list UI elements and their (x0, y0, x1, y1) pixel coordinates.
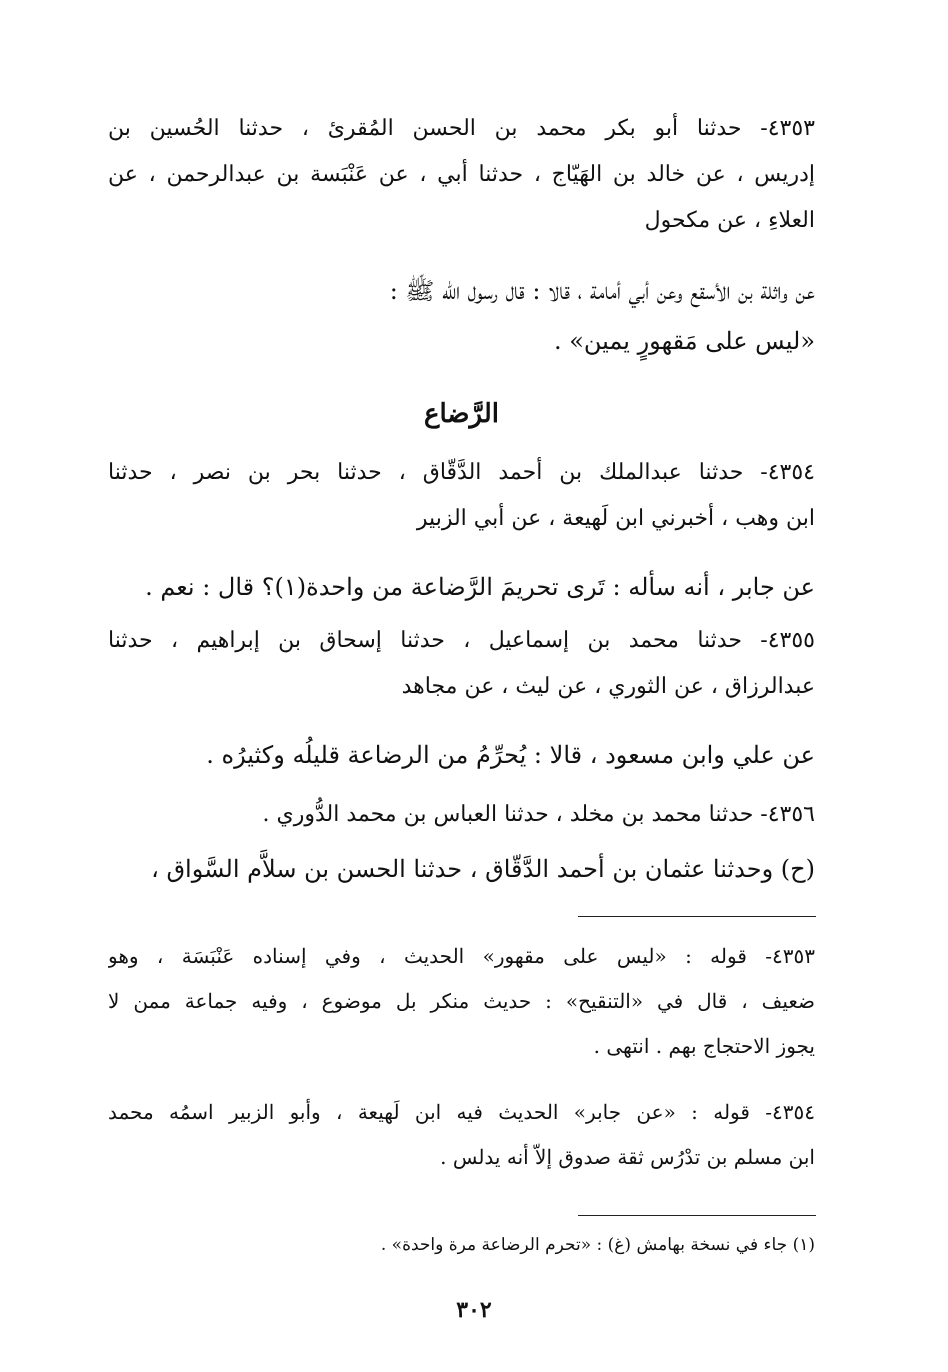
page-number: ٣٠٢ (456, 1297, 492, 1323)
text-line: عن واثلة بن الأسقع وعن أبي أمامة ، قالا : قال رسول الله ﷺ : (389, 277, 815, 305)
text-line: ٤٣٥٤- قوله : «عن جابر» الحديث فيه ابن لَهيعة ، وأبو الزبير اسمُه محمد (108, 1100, 815, 1124)
text-line: ٤٣٥٣- حدثنا أبو بكر محمد بن الحسن المُقرئ ، حدثنا الحُسين بن (108, 116, 815, 141)
note-4354 (108, 1090, 815, 1180)
text-line: عن جابر ، أنه سأله : تَرى تحريمَ الرَّضاعة من واحدة(١)؟ قال : نعم . (145, 573, 815, 601)
text-line: إدريس ، عن خالد بن الهَيّاج ، حدثنا أبي ، عن عَنْبَسة بن عبدالرحمن ، عن (108, 162, 815, 187)
text-line: «ليس على مَقهورٍ يمين» . (553, 327, 815, 355)
text-line: عن علي وابن مسعود ، قالا : يُحرِّمُ من الرضاعة قليلُه وكثيرُه . (206, 741, 815, 769)
text-line: ٤٣٥٥- حدثنا محمد بن إسماعيل ، حدثنا إسحاق بن إبراهيم ، حدثنا (108, 628, 815, 653)
notes-divider (578, 916, 816, 917)
hadith-4353-isnad (108, 106, 815, 244)
hadith-4356-isnad (108, 792, 815, 838)
footnote: (١) جاء في نسخة بهامش (غ) : «تحرم الرضاعة مرة واحدة» . (380, 1235, 815, 1255)
footnote-divider (578, 1215, 816, 1216)
hadith-4353-matn (108, 266, 815, 366)
text-line: عبدالرزاق ، عن الثوري ، عن ليث ، عن مجاهد (401, 674, 815, 699)
text-line: يجوز الاحتجاج بهم . انتهى . (593, 1034, 815, 1058)
hadith-4355-isnad (108, 618, 815, 710)
text-line: ٤٣٥٦- حدثنا محمد بن مخلد ، حدثنا العباس بن محمد الدُّوري . (262, 802, 815, 827)
text-line: ابن وهب ، أخبرني ابن لَهيعة ، عن أبي الزبير (416, 506, 815, 531)
text-line: ضعيف ، قال في «التنقيح» : حديث منكر بل موضوع ، وفيه جماعة ممن لا (108, 989, 815, 1013)
hadith-4355-matn (108, 730, 815, 780)
text-line: ابن مسلم بن تدْرُس ثقة صدوق إلاّ أنه يدلس . (440, 1145, 815, 1169)
hadith-4354-isnad (108, 450, 815, 542)
section-heading: الرَّضاع (423, 399, 499, 429)
text-line: ٤٣٥٣- قوله : «ليس على مقهور» الحديث ، وفي إسناده عَنْبَسَة ، وهو (108, 944, 815, 968)
note-4353 (108, 934, 815, 1069)
text-line: (ح) وحدثنا عثمان بن أحمد الدَّقّاق ، حدثنا الحسن بن سلاَّم السَّواق ، (151, 855, 815, 883)
text-line: ٤٣٥٤- حدثنا عبدالملك بن أحمد الدَّقّاق ، حدثنا بحر بن نصر ، حدثنا (108, 460, 815, 485)
hadith-4354-matn (108, 562, 815, 612)
hadith-4356-matn (108, 844, 815, 894)
text-line: العلاءِ ، عن مكحول (644, 208, 815, 233)
